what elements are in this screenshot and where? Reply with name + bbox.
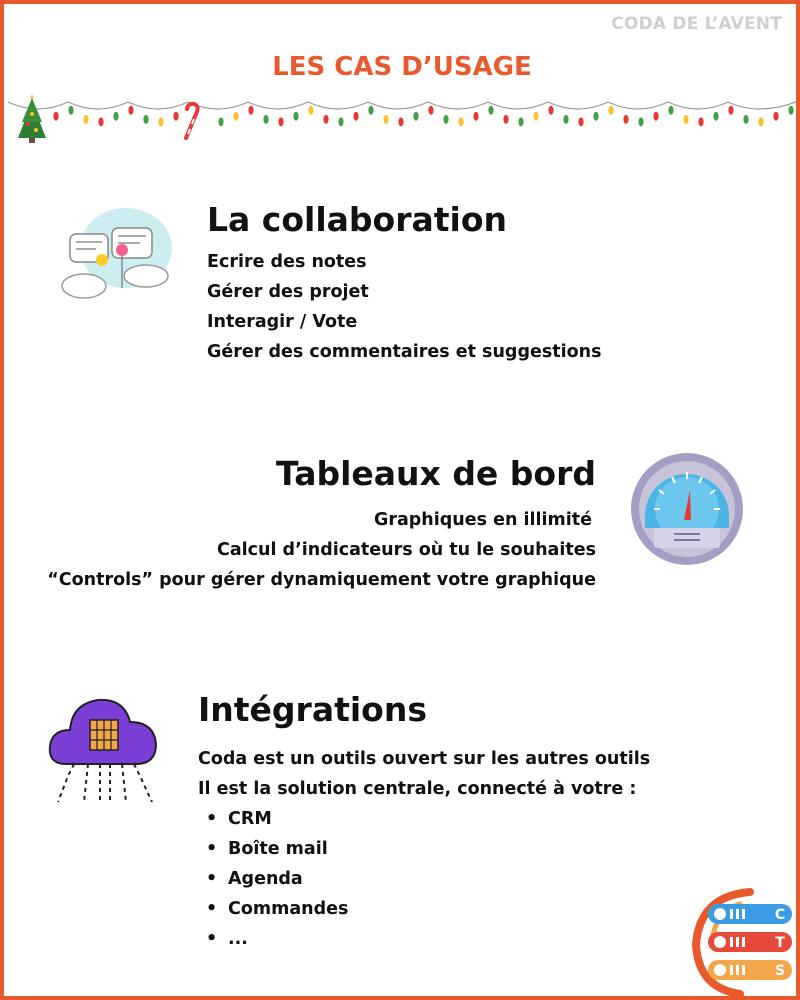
garland-bulb [668,106,673,115]
cloud-chip-icon [44,684,162,804]
garland-bulb [533,112,538,121]
garland-bulb [683,115,688,124]
collaboration-item: Gérer des commentaires et suggestions [207,342,602,362]
garland-bulb [698,117,703,126]
garland-bulb [413,112,418,121]
garland-bulb [428,106,433,115]
garland-bulb [113,112,118,121]
collaboration-item: Interagir / Vote [207,312,358,332]
dashboards-item: Calcul d’indicateurs où tu le souhaites [216,540,596,560]
collaboration-title: La collaboration [207,200,507,239]
logo-letter: S [774,963,786,979]
garland-bulb [503,115,508,124]
garland-bulb [488,106,493,115]
garland-bulb [323,115,328,124]
garland-bulb [608,106,613,115]
garland-bulb [278,117,283,126]
garland-bulb [773,112,778,121]
garland-bulb [728,106,733,115]
integrations-line: Il est la solution centrale, connecté à votre : [198,779,637,799]
garland-bulb [653,112,658,121]
garland-bulb [518,117,523,126]
garland-bulb [353,112,358,121]
garland-bulb [578,117,583,126]
garland-bulb [593,112,598,121]
garland-bulb [308,106,313,115]
garland-bulb [248,106,253,115]
christmas-garland-decoration [8,94,796,144]
collaboration-item: Ecrire des notes [207,252,367,272]
garland-bulb [128,106,133,115]
gauge-icon [628,450,746,568]
christmas-tree-icon [18,94,46,143]
integrations-line: Coda est un outils ouvert sur les autres outils [198,749,651,769]
garland-bulb [68,106,73,115]
garland-bulb [398,117,403,126]
list-item: • CRM [206,809,272,829]
garland-bulb [173,112,178,121]
garland-bulb [458,117,463,126]
garland-bulb [293,112,298,121]
garland-bulb [338,117,343,126]
integrations-title: Intégrations [198,690,427,729]
dashboards-title: Tableaux de bord [275,454,596,493]
garland-bulb [743,115,748,124]
garland-bulb [788,106,793,115]
garland-bulb [758,117,763,126]
garland-bulb [83,115,88,124]
garland-bulb [368,106,373,115]
garland-bulb [623,115,628,124]
garland-bulb [548,106,553,115]
garland-bulb [233,112,238,121]
candy-cane-icon [186,104,198,138]
brand-label: CODA DE L’AVENT [611,14,782,34]
garland-bulb [563,115,568,124]
dashboards-item: “Controls” pour gérer dynamiquement votre graphique [47,570,596,590]
garland-bulb [98,117,103,126]
garland-bulb [383,115,388,124]
garland-bulb [218,117,223,126]
garland-bulb [53,112,58,121]
list-item: • ... [206,929,248,949]
garland-bulb [158,117,163,126]
garland-bulb [473,112,478,121]
garland-bulb [713,112,718,121]
logo-letter: C [774,907,786,923]
dashboards-item: Graphiques en illimité [373,510,592,530]
collaboration-item: Gérer des projet [207,282,369,302]
garland-bulb [263,115,268,124]
list-item: • Commandes [206,899,349,919]
logo-letter: T [775,935,785,951]
list-item: • Agenda [206,869,303,889]
garland-bulb [443,115,448,124]
list-item: • Boîte mail [206,839,328,859]
garland-bulb [638,117,643,126]
chat-bubbles-icon [56,204,176,304]
cts-logo [690,888,796,996]
garland-bulb [143,115,148,124]
page-title: LES CAS D’USAGE [272,52,532,82]
